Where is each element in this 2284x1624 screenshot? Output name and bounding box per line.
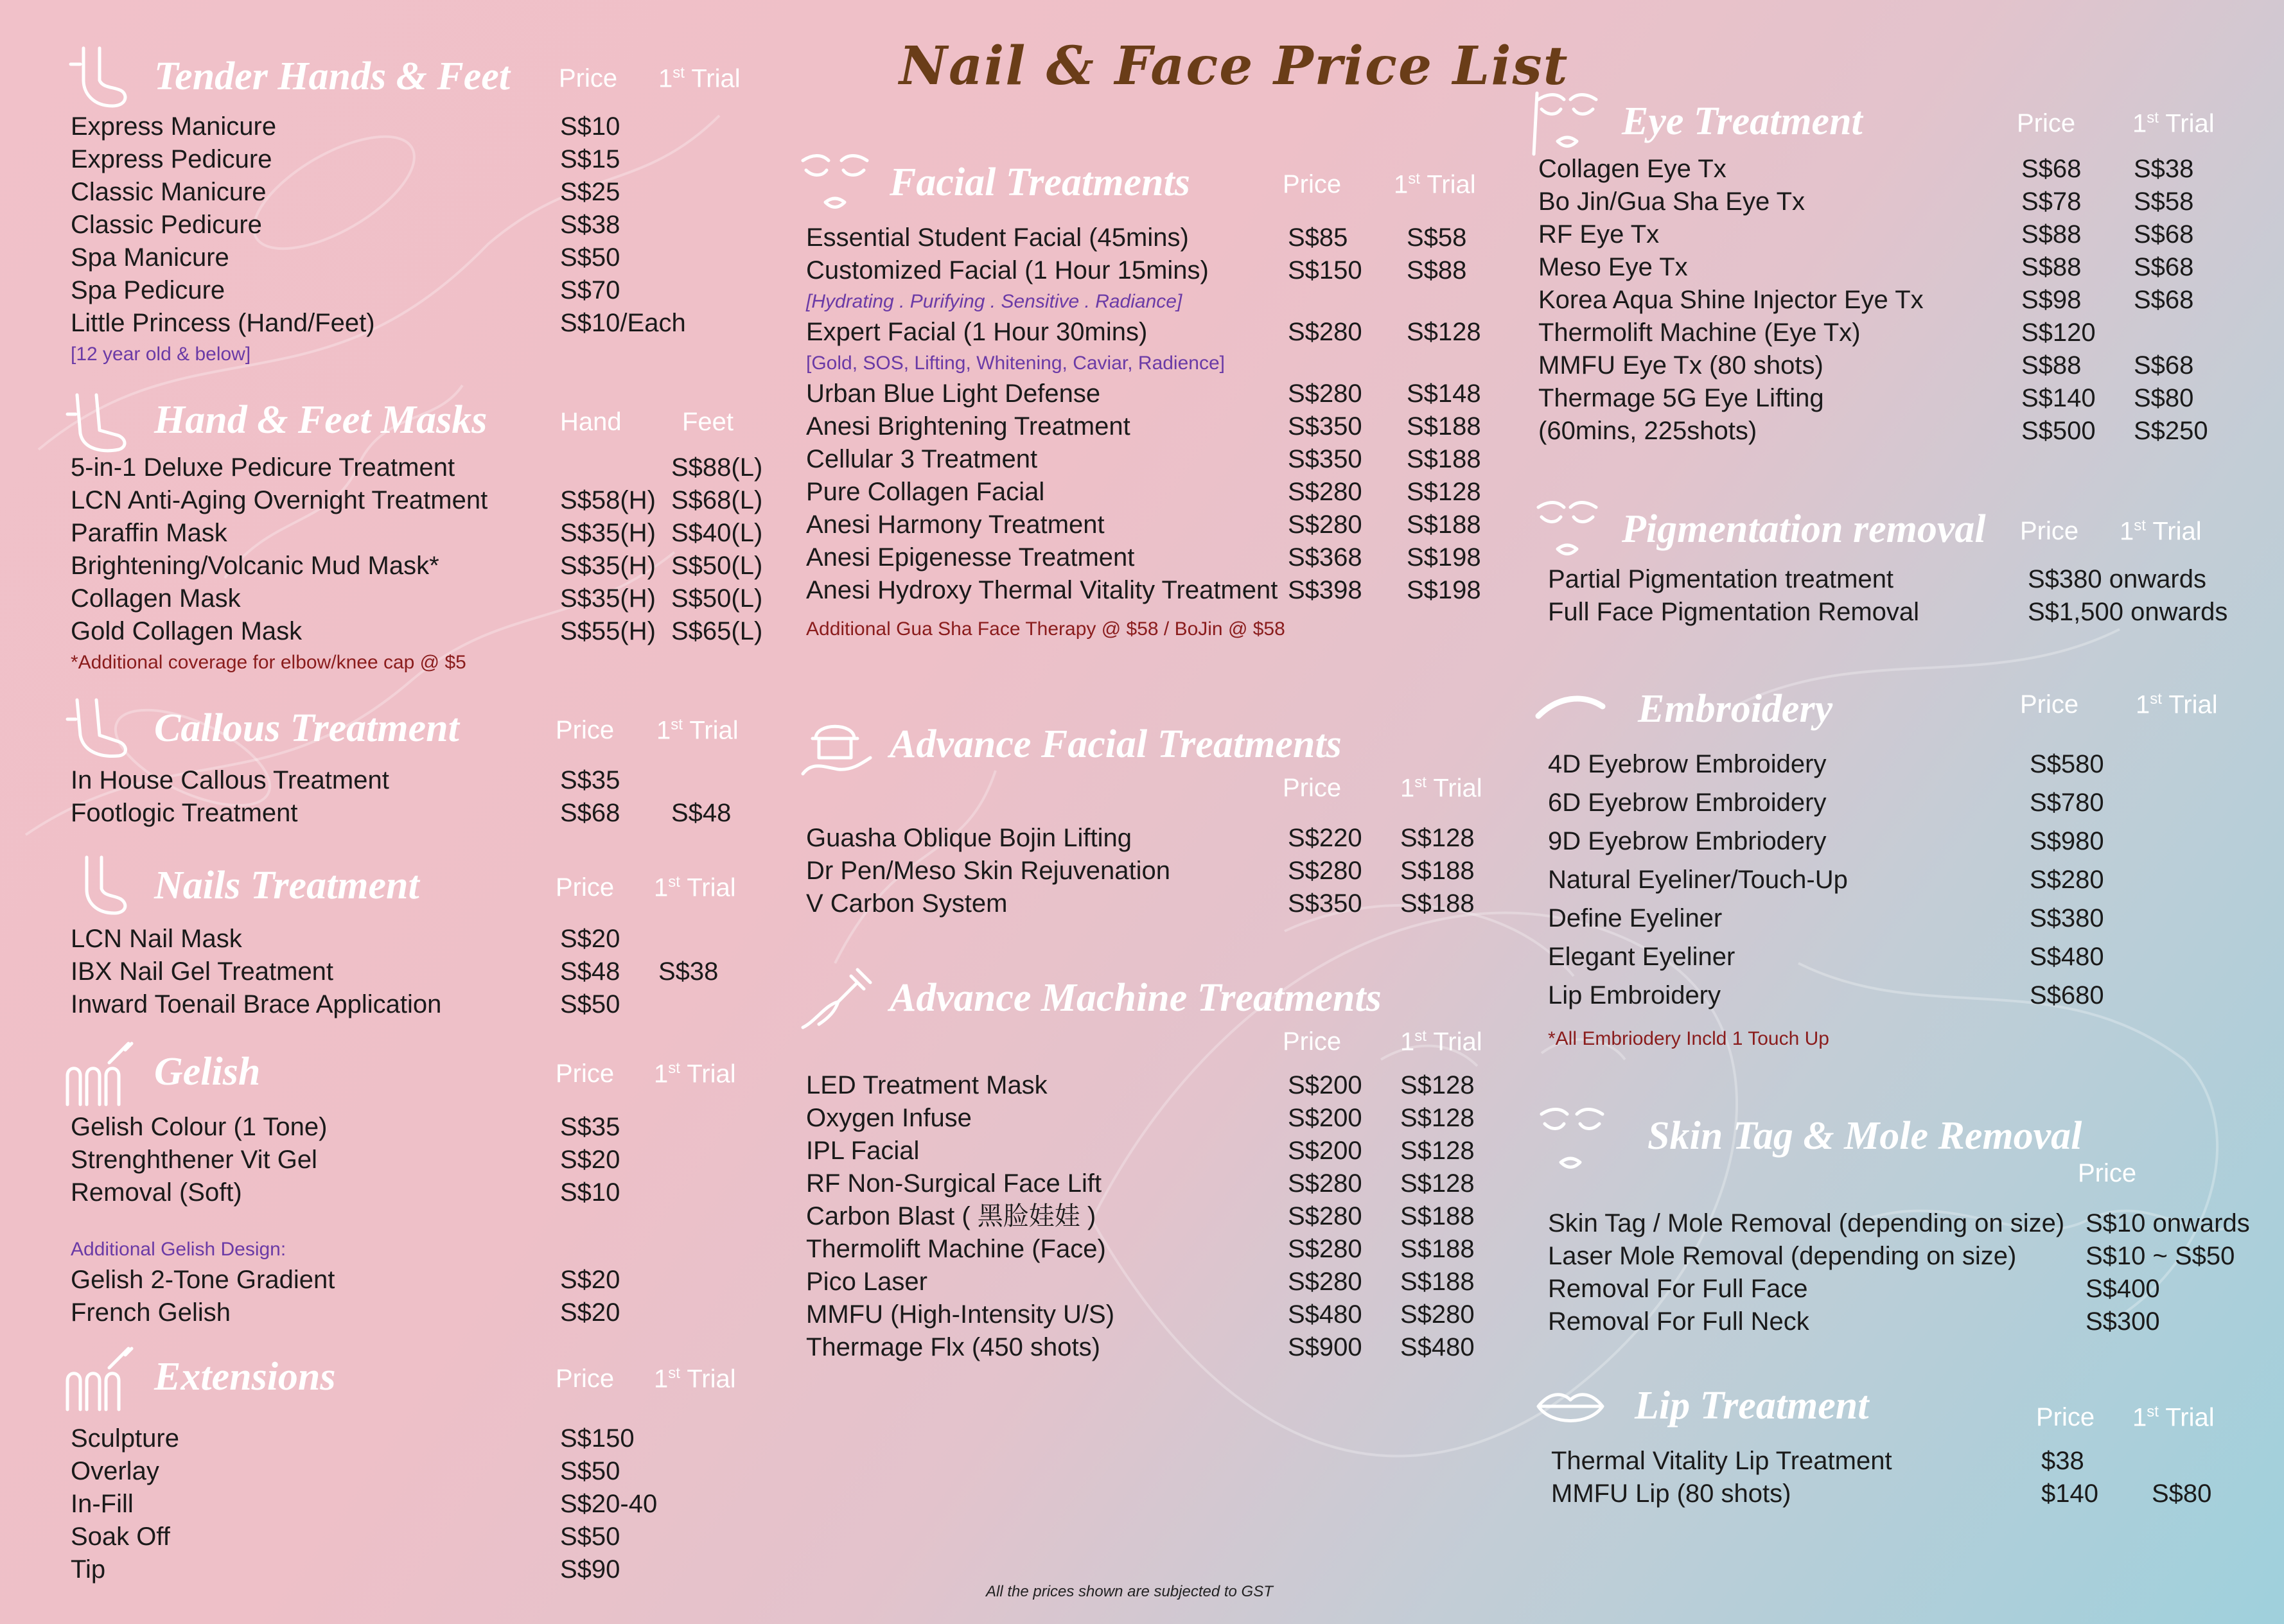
price-row: Customized Facial (1 Hour 15mins) S$150 S$88 xyxy=(806,256,1467,284)
nail-polish-icon xyxy=(64,1345,141,1416)
price-row: Gelish 2-Tone Gradient S$20 xyxy=(71,1266,620,1294)
price-header: Price xyxy=(1283,774,1342,802)
price-row: Anesi Harmony Treatment S$280 S$188 xyxy=(806,511,1481,539)
price-row: Classic Manicure S$25 xyxy=(71,178,620,206)
price-row: Korea Aqua Shine Injector Eye Tx S$98 S$68 xyxy=(1538,286,2194,314)
price-row: 9D Eyebrow Embriodery S$980 xyxy=(1548,827,2104,855)
price-header: Price xyxy=(556,716,615,744)
expert-type-note: [Gold, SOS, Lifting, Whitening, Caviar, Radience] xyxy=(806,353,1225,374)
section-eye-treatment xyxy=(1532,90,2271,448)
price-row: Express Pedicure S$15 xyxy=(71,145,620,173)
price-row: Anesi Brightening Treatment S$350 S$188 xyxy=(806,412,1481,441)
price-row: Footlogic Treatment S$68 S$48 xyxy=(71,799,732,827)
section-title: Tender Hands & Feet xyxy=(154,55,511,98)
trial-header: 1st Trial xyxy=(2132,109,2215,138)
lips-icon xyxy=(1532,1374,1609,1445)
section-advance-machine xyxy=(800,966,1519,1364)
price-row: Natural Eyeliner/Touch-Up S$280 xyxy=(1548,866,2104,894)
price-row: Gelish Colour (1 Tone) S$35 xyxy=(71,1113,620,1141)
price-row: Expert Facial (1 Hour 30mins) S$280 S$128 xyxy=(806,318,1481,346)
hand-device-icon xyxy=(800,966,877,1037)
trial-header: 1st Trial xyxy=(1400,774,1482,803)
cream-jar-icon xyxy=(800,713,877,783)
foot-icon xyxy=(64,45,141,116)
price-row: Pure Collagen Facial S$280 S$128 xyxy=(806,478,1481,506)
section-title: Facial Treatments xyxy=(890,161,1190,204)
section-title: Hand & Feet Masks xyxy=(154,398,488,442)
trial-header: 1st Trial xyxy=(2136,690,2218,719)
section-title: Nails Treatment xyxy=(154,864,419,907)
price-header: Price xyxy=(556,1060,615,1088)
face-icon xyxy=(1532,90,1609,161)
price-row: Guasha Oblique Bojin Lifting S$220 S$128 xyxy=(806,824,1475,852)
price-header: Price xyxy=(2020,517,2079,545)
price-row: Thermal Vitality Lip Treatment $38 xyxy=(1551,1447,2084,1475)
price-row: Removal (Soft) S$10 xyxy=(71,1178,620,1207)
trial-header: 1st Trial xyxy=(654,1365,736,1393)
price-row: Meso Eye Tx S$88 S$68 xyxy=(1538,253,2194,281)
price-row: Spa Pedicure S$70 xyxy=(71,276,620,304)
section-embroidery xyxy=(1532,677,2271,1053)
price-row: Bo Jin/Gua Sha Eye Tx S$78 S$58 xyxy=(1538,188,2194,216)
price-row: 5-in-1 Deluxe Pedicure Treatment S$88(L) xyxy=(71,453,763,482)
touch-up-note: *All Embriodery Incld 1 Touch Up xyxy=(1548,1028,1829,1049)
price-header: Price xyxy=(1283,1027,1342,1056)
section-tender-hands-feet xyxy=(64,45,771,369)
price-header: Price xyxy=(1283,170,1342,198)
trial-header: 1st Trial xyxy=(2120,517,2202,546)
price-header: Price xyxy=(559,64,618,92)
section-callous-treatment xyxy=(64,697,771,830)
price-row: LCN Nail Mask S$20 xyxy=(71,925,620,953)
price-row: Tip S$90 xyxy=(71,1555,620,1584)
price-row: French Gelish S$20 xyxy=(71,1298,620,1327)
coverage-note: *Additional coverage for elbow/knee cap @ $5 xyxy=(71,652,466,673)
nail-polish-icon xyxy=(64,1040,141,1111)
price-row: Gold Collagen Mask S$55(H) S$65(L) xyxy=(71,617,763,645)
price-row: Brightening/Volcanic Mud Mask* S$35(H) S$50(L) xyxy=(71,552,763,580)
trial-header: 1st Trial xyxy=(654,1060,736,1088)
price-row: Pico Laser S$280 S$188 xyxy=(806,1268,1475,1296)
price-header: Price xyxy=(556,1365,615,1393)
price-row: Elegant Eyeliner S$480 xyxy=(1548,943,2104,971)
price-row: Sculpture S$150 xyxy=(71,1424,635,1453)
trial-header: 1st Trial xyxy=(1394,170,1476,199)
price-row: IPL Facial S$200 S$128 xyxy=(806,1137,1475,1165)
price-row: LCN Anti-Aging Overnight Treatment S$58(H) S$68(L) xyxy=(71,486,763,514)
price-row: In-Fill S$20-40 xyxy=(71,1490,658,1518)
trial-header: 1st Trial xyxy=(1400,1027,1482,1056)
face-icon xyxy=(1532,498,1609,568)
page-title: Nail & Face Price List xyxy=(899,35,1569,97)
price-row: Classic Pedicure S$38 xyxy=(71,211,620,239)
price-row: 4D Eyebrow Embroidery S$580 xyxy=(1548,750,2104,778)
price-row: Thermolift Machine (Face) S$280 S$188 xyxy=(806,1235,1475,1263)
section-gelish xyxy=(64,1040,771,1329)
price-row: Spa Manicure S$50 xyxy=(71,243,620,272)
section-title: Gelish xyxy=(154,1050,261,1094)
gua-sha-note: Additional Gua Sha Face Therapy @ $58 / BoJin @ $58 xyxy=(806,618,1285,640)
price-row: LED Treatment Mask S$200 S$128 xyxy=(806,1071,1475,1099)
price-row: Oxygen Infuse S$200 S$128 xyxy=(806,1104,1475,1132)
age-note: [12 year old & below] xyxy=(71,344,251,365)
price-row: Thermage 5G Eye Lifting S$140 S$80 xyxy=(1538,384,2194,412)
gst-note: All the prices shown are subjected to GST xyxy=(986,1583,1273,1600)
section-title: Skin Tag & Mole Removal xyxy=(1647,1114,2082,1158)
face-icon xyxy=(1532,1104,1609,1175)
section-title: Pigmentation removal xyxy=(1622,507,1986,551)
trial-header: 1st Trial xyxy=(654,873,736,902)
price-header: Price xyxy=(2078,1159,2137,1187)
price-header: Price xyxy=(2017,109,2076,137)
section-title: Extensions xyxy=(154,1355,336,1399)
feet-header: Feet xyxy=(682,408,734,436)
section-advance-facial xyxy=(800,713,1519,920)
trial-header: 1st Trial xyxy=(658,64,741,93)
section-title: Lip Treatment xyxy=(1635,1384,1869,1428)
price-row: Removal For Full Face S$400 xyxy=(1548,1275,2160,1303)
price-row: Anesi Hydroxy Thermal Vitality Treatment S$398 S$198 xyxy=(806,576,1481,604)
price-row: Overlay S$50 xyxy=(71,1457,620,1485)
price-row: Thermage Flx (450 shots) S$900 S$480 xyxy=(806,1333,1475,1361)
section-nails-treatment xyxy=(64,854,771,1021)
price-row: IBX Nail Gel Treatment S$48 S$38 xyxy=(71,957,719,986)
section-facial-treatments xyxy=(800,151,1519,643)
price-row: Urban Blue Light Defense S$280 S$148 xyxy=(806,380,1481,408)
hand-icon xyxy=(64,389,141,459)
section-title: Callous Treatment xyxy=(154,706,459,750)
price-row: Soak Off S$50 xyxy=(71,1523,620,1551)
price-row: Strenghthener Vit Gel S$20 xyxy=(71,1146,620,1174)
price-row: V Carbon System S$350 S$188 xyxy=(806,889,1475,918)
hand-header: Hand xyxy=(560,408,622,436)
face-icon xyxy=(800,151,877,222)
price-row: Little Princess (Hand/Feet) S$10/Each xyxy=(71,309,686,337)
price-row: Collagen Mask S$35(H) S$50(L) xyxy=(71,584,763,613)
trial-header: 1st Trial xyxy=(2132,1403,2215,1432)
price-row: MMFU (High-Intensity U/S) S$480 S$280 xyxy=(806,1300,1475,1329)
facial-type-note: [Hydrating . Purifying . Sensitive . Radiance] xyxy=(806,291,1182,312)
price-row: (60mins, 225shots) S$500 S$250 xyxy=(1538,417,2208,445)
price-row: Inward Toenail Brace Application S$50 xyxy=(71,990,620,1018)
section-title: Embroidery xyxy=(1638,687,1833,731)
section-extensions xyxy=(64,1345,771,1586)
eyebrow-icon xyxy=(1532,677,1609,748)
section-title: Advance Machine Treatments xyxy=(890,976,1382,1020)
price-row: Cellular 3 Treatment S$350 S$188 xyxy=(806,445,1481,473)
section-skin-tag-mole xyxy=(1532,1104,2271,1338)
design-label: Additional Gelish Design: xyxy=(71,1239,286,1260)
price-row: Removal For Full Neck S$300 xyxy=(1548,1307,2160,1336)
price-header: Price xyxy=(2036,1403,2095,1431)
price-row: Full Face Pigmentation Removal S$1,500 onwards xyxy=(1548,598,2228,626)
price-row: Carbon Blast ( 黑脸娃娃 ) S$280 S$188 xyxy=(806,1202,1475,1230)
price-row: Lip Embroidery S$680 xyxy=(1548,981,2104,1009)
price-row: Laser Mole Removal (depending on size) S$10 ~ S$50 xyxy=(1548,1242,2235,1270)
trial-header: 1st Trial xyxy=(656,716,739,745)
price-header: Price xyxy=(556,873,615,902)
section-title: Advance Facial Treatments xyxy=(890,722,1342,766)
price-row: MMFU Lip (80 shots) $140 S$80 xyxy=(1551,1480,2212,1508)
price-row: RF Eye Tx S$88 S$68 xyxy=(1538,220,2194,249)
price-row: Essential Student Facial (45mins) S$85 S$58 xyxy=(806,223,1467,252)
price-row: Dr Pen/Meso Skin Rejuvenation S$280 S$188 xyxy=(806,857,1475,885)
foot-icon xyxy=(64,697,141,767)
price-row: Anesi Epigenesse Treatment S$368 S$198 xyxy=(806,543,1481,572)
section-hand-feet-masks xyxy=(64,389,771,677)
price-row: Partial Pigmentation treatment S$380 onwards xyxy=(1548,565,2206,593)
section-title: Eye Treatment xyxy=(1622,100,1863,143)
price-row: Paraffin Mask S$35(H) S$40(L) xyxy=(71,519,763,547)
section-lip-treatment xyxy=(1532,1374,2271,1510)
price-row: MMFU Eye Tx (80 shots) S$88 S$68 xyxy=(1538,351,2194,380)
price-row: RF Non-Surgical Face Lift S$280 S$128 xyxy=(806,1169,1475,1198)
price-row: Collagen Eye Tx S$68 S$38 xyxy=(1538,155,2194,183)
price-row: Express Manicure S$10 xyxy=(71,112,620,141)
price-row: Skin Tag / Mole Removal (depending on size) S$10 onwards xyxy=(1548,1209,2250,1237)
section-pigmentation-removal xyxy=(1532,498,2271,629)
price-header: Price xyxy=(2020,690,2079,719)
price-row: 6D Eyebrow Embroidery S$780 xyxy=(1548,789,2104,817)
price-row: In House Callous Treatment S$35 xyxy=(71,766,620,794)
price-row: Define Eyeliner S$380 xyxy=(1548,904,2104,932)
price-row: Thermolift Machine (Eye Tx) S$120 xyxy=(1538,319,2096,347)
foot-icon xyxy=(64,854,141,925)
